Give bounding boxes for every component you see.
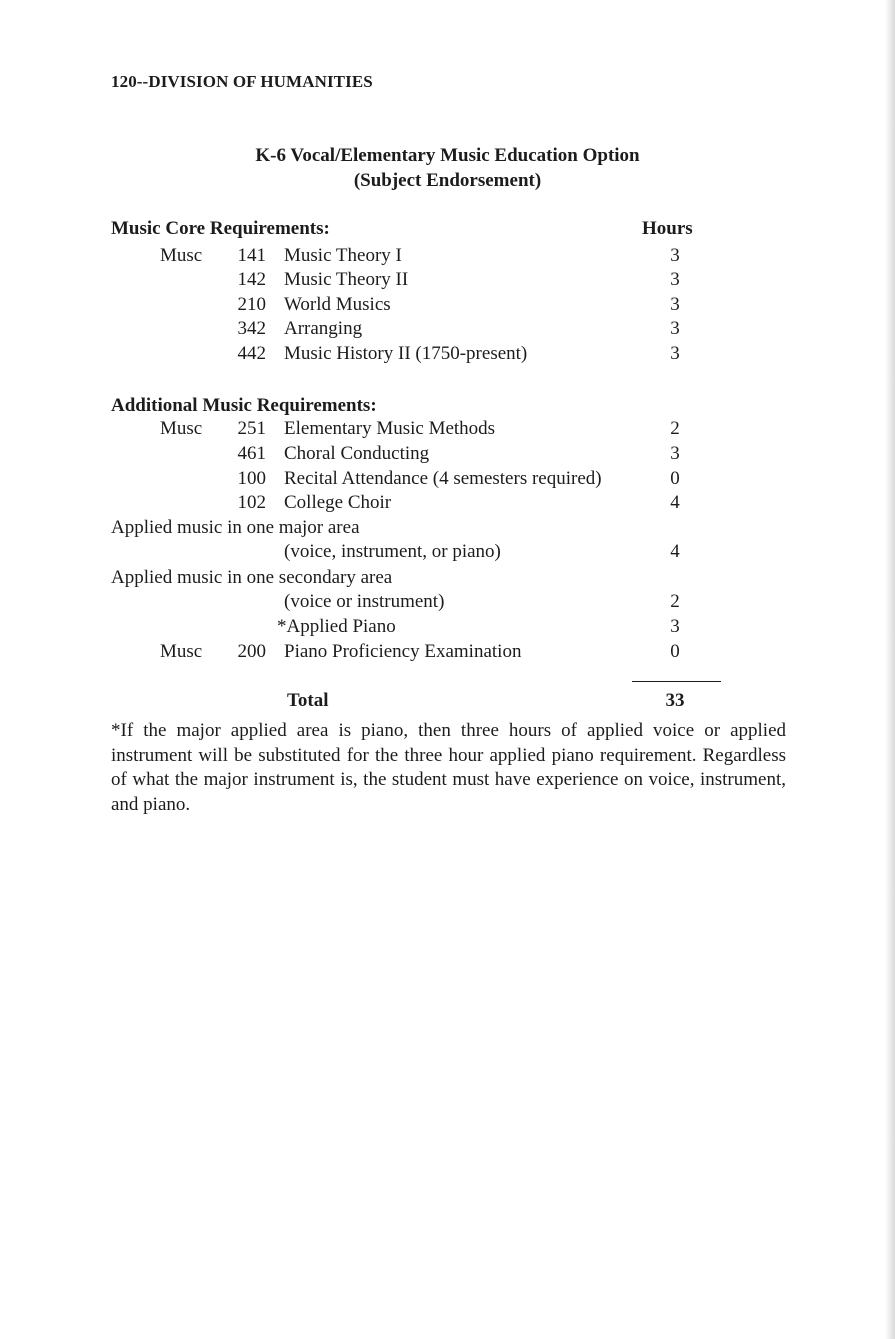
course-number: 102 [237,492,266,513]
page-edge-shadow [885,0,895,1339]
course-hours: 0 [670,468,680,489]
total-label: Total [287,690,329,711]
applied-secondary-hours: 2 [670,591,680,612]
course-title: College Choir [284,492,392,513]
course-dept: Musc [160,418,203,439]
applied-secondary-detail-row [0,591,895,615]
applied-major-hours: 4 [670,541,680,562]
page-title: K-6 Vocal/Elementary Music Education Option [255,145,640,166]
course-number: 200 [237,641,266,662]
course-hours: 0 [670,641,680,662]
page-subtitle: (Subject Endorsement) [353,170,542,191]
course-title: Music Theory II [284,269,409,290]
course-hours: 3 [670,269,680,290]
course-row [0,294,895,318]
course-title: Music Theory I [284,245,402,266]
applied-major-detail: (voice, instrument, or piano) [284,541,501,562]
course-number: 461 [237,443,266,464]
course-hours: 3 [670,245,680,266]
course-title: Elementary Music Methods [284,418,496,439]
course-row [0,641,895,665]
applied-secondary-label: Applied music in one secondary area [111,567,393,588]
course-row [0,343,895,367]
course-hours: 2 [670,418,680,439]
applied-piano-label: *Applied Piano [277,616,396,637]
course-row [0,443,895,467]
additional-requirements-heading: Additional Music Requirements: [111,395,377,416]
course-title: Music History II (1750-present) [284,343,528,364]
applied-secondary-row [0,567,895,591]
course-row [0,318,895,342]
applied-piano-row [0,616,895,640]
course-hours: 3 [670,318,680,339]
course-title: Arranging [284,318,363,339]
course-dept: Musc [160,641,203,662]
course-number: 141 [237,245,266,266]
course-title: World Musics [284,294,391,315]
footnote: *If the major applied area is piano, then three hours of applied voice or applied instrument will be substituted for the three hour applied piano requirement. Regardless of what the major instrument is, the student must have experience on voice, instrument, and piano. [111,720,786,815]
course-title: Choral Conducting [284,443,430,464]
course-row [0,269,895,293]
course-number: 251 [237,418,266,439]
course-hours: 3 [670,294,680,315]
course-row [0,418,895,442]
course-row [0,468,895,492]
applied-secondary-detail: (voice or instrument) [284,591,445,612]
course-number: 142 [237,269,266,290]
hours-column-heading: Hours [642,218,693,239]
total-hours: 33 [665,690,685,711]
applied-major-detail-row [0,541,895,565]
total-divider [632,681,721,682]
course-number: 342 [237,318,266,339]
course-title: Recital Attendance (4 semesters required) [284,468,602,489]
running-head: 120--DIVISION OF HUMANITIES [111,72,373,91]
course-dept: Musc [160,245,203,266]
course-row [0,245,895,269]
course-number: 442 [237,343,266,364]
applied-major-row [0,517,895,541]
course-number: 210 [237,294,266,315]
course-hours: 3 [670,443,680,464]
course-hours: 4 [670,492,680,513]
core-requirements-heading: Music Core Requirements: [111,218,330,239]
course-hours: 3 [670,343,680,364]
applied-major-label: Applied music in one major area [111,517,360,538]
course-title: Piano Proficiency Examination [284,641,522,662]
course-row [0,492,895,516]
course-number: 100 [237,468,266,489]
applied-piano-hours: 3 [670,616,680,637]
